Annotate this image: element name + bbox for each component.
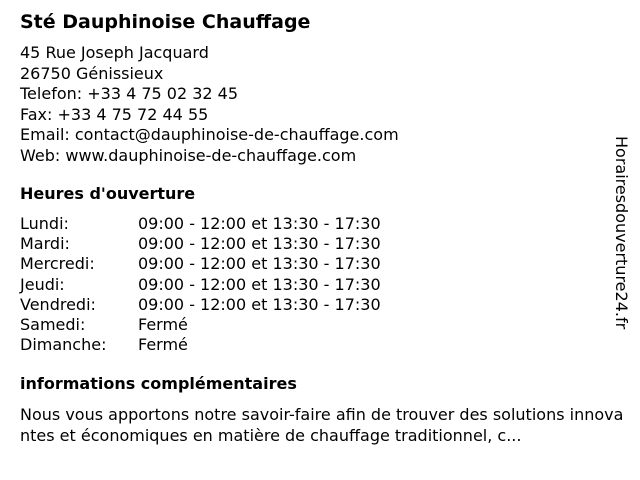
hours-row-friday <box>20 295 600 315</box>
hours-row-saturday <box>20 315 600 335</box>
hours-value: 09:00 - 12:00 et 13:30 - 17:30 <box>138 274 381 294</box>
fax-line: Fax: +33 4 75 72 44 55 <box>20 104 209 124</box>
hours-value: 09:00 - 12:00 et 13:30 - 17:30 <box>138 234 381 254</box>
hours-row-monday <box>20 214 600 234</box>
hours-day-label: Mardi: <box>20 234 70 254</box>
hours-value: 09:00 - 12:00 et 13:30 - 17:30 <box>138 214 381 233</box>
address-street: 45 Rue Joseph Jacquard <box>20 43 209 62</box>
additional-info-heading: informations complémentaires <box>20 374 297 394</box>
hours-day-label: Samedi: <box>20 315 86 335</box>
additional-info-text: Nous vous apportons notre savoir-faire afin de trouver des solutions innovantes et économiques en matière de chauffage traditionnel, c... <box>20 405 624 446</box>
site-watermark: Horairesdouverture24.fr <box>612 136 631 330</box>
hours-value: Fermé <box>138 315 188 335</box>
hours-row-tuesday <box>20 234 600 254</box>
hours-day-label: Vendredi: <box>20 294 96 314</box>
opening-hours-heading: Heures d'ouverture <box>20 184 196 203</box>
hours-value: 09:00 - 12:00 et 13:30 - 17:30 <box>138 294 381 314</box>
hours-day-label: Mercredi: <box>20 254 95 274</box>
phone-line: Telefon: +33 4 75 02 32 45 <box>20 84 239 103</box>
hours-row-wednesday <box>20 254 600 274</box>
address-city: 26750 Génissieux <box>20 63 164 83</box>
hours-row-sunday <box>20 335 600 355</box>
email-line: Email: contact@dauphinoise-de-chauffage.com <box>20 125 399 144</box>
web-line: Web: www.dauphinoise-de-chauffage.com <box>20 145 357 165</box>
hours-day-label: Dimanche: <box>20 335 107 355</box>
contact-block <box>20 43 600 166</box>
opening-hours-table <box>20 214 600 355</box>
hours-value: Fermé <box>138 335 188 355</box>
company-name: Sté Dauphinoise Chauffage <box>20 11 311 33</box>
hours-day-label: Lundi: <box>20 214 69 233</box>
hours-day-label: Jeudi: <box>20 274 65 294</box>
hours-row-thursday <box>20 275 600 295</box>
hours-value: 09:00 - 12:00 et 13:30 - 17:30 <box>138 254 381 274</box>
